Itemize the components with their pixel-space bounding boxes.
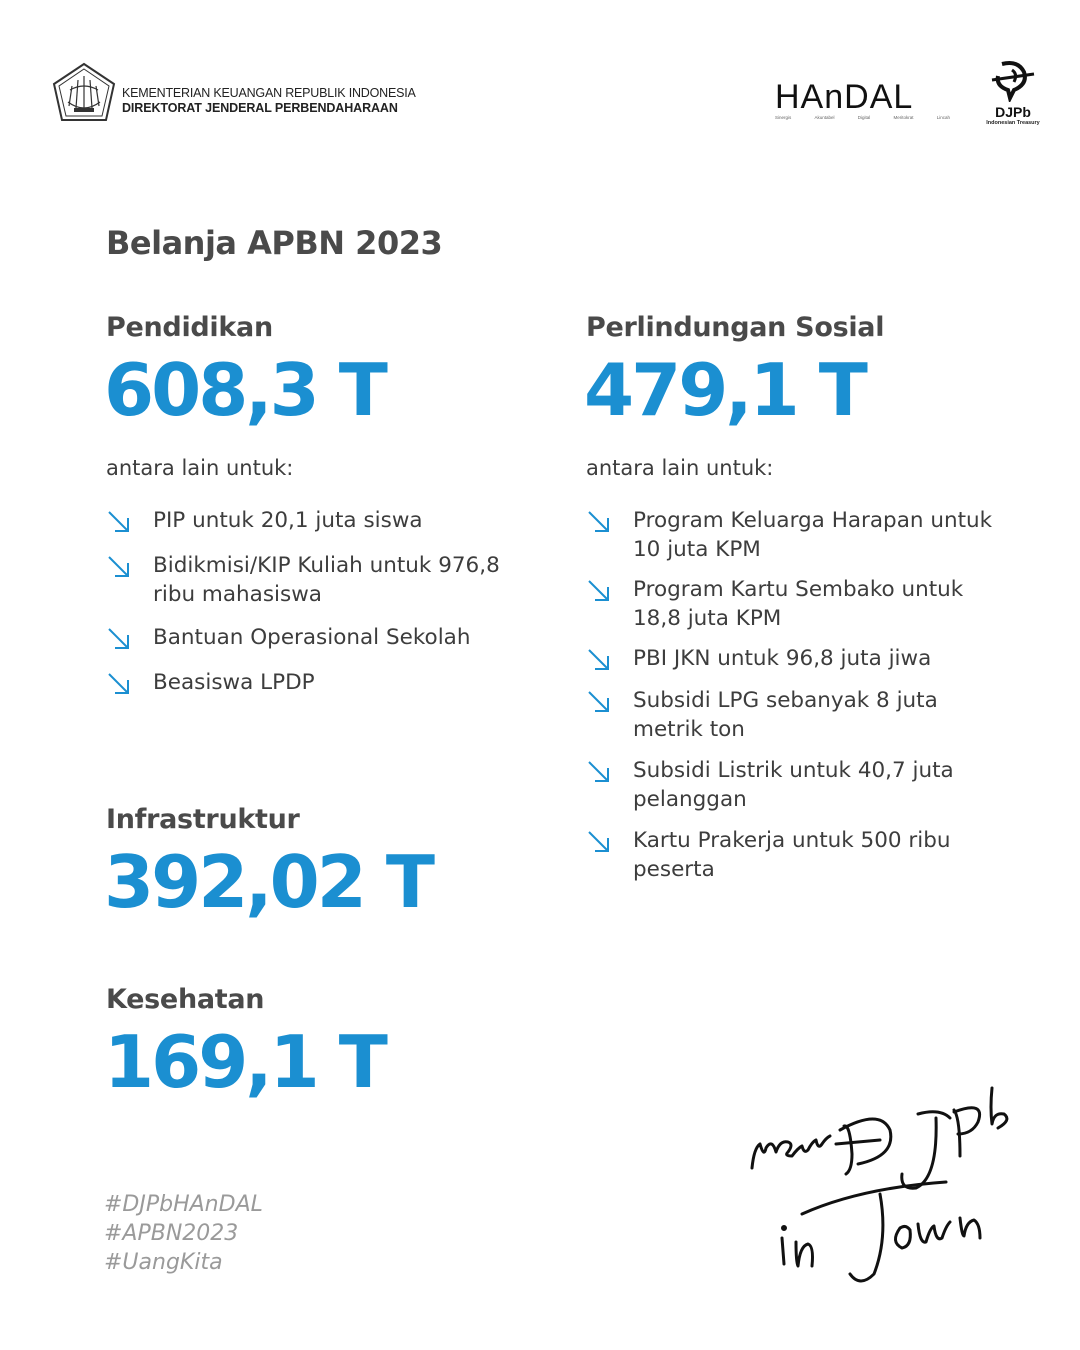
arrow-down-right-icon xyxy=(106,626,132,652)
pendidikan-title: Pendidikan xyxy=(106,312,273,343)
djpb-logo-text: DJPb xyxy=(995,104,1031,120)
list-item xyxy=(586,826,1006,884)
list-item xyxy=(106,623,526,652)
handal-tagline-word: Meritokrat xyxy=(893,115,914,120)
handal-tagline-word: Akuntabel xyxy=(814,115,835,120)
page-title: Belanja APBN 2023 xyxy=(106,224,443,262)
perlindungan-sosial-list xyxy=(586,506,1006,884)
list-item-text: Kartu Prakerja untuk 500 ribu peserta xyxy=(633,828,951,882)
list-item-text: Bidikmisi/KIP Kuliah untuk 976,8 ribu mahasiswa xyxy=(153,553,500,607)
pendidikan-subtitle: antara lain untuk: xyxy=(106,456,294,480)
handal-logo-text: HAnDAL xyxy=(775,78,914,116)
hashtag-list xyxy=(104,1190,263,1277)
djpb-emblem-icon xyxy=(988,58,1038,102)
djpb-logo xyxy=(978,58,1048,130)
list-item xyxy=(106,668,526,697)
pendidikan-amount: 608,3 T xyxy=(104,348,385,432)
list-item xyxy=(586,644,1006,673)
list-item xyxy=(106,506,526,535)
list-item xyxy=(586,686,1006,744)
arrow-down-right-icon xyxy=(586,759,612,785)
handal-tagline-word: Lincah xyxy=(936,115,950,120)
list-item-text: Subsidi LPG sebanyak 8 juta metrik ton xyxy=(633,688,938,742)
arrow-down-right-icon xyxy=(586,509,612,535)
ministry-name xyxy=(122,86,416,116)
ministry-line-1: KEMENTERIAN KEUANGAN REPUBLIK INDONESIA xyxy=(122,86,416,100)
hashtag: #DJPbHAnDAL xyxy=(104,1192,263,1217)
kesehatan-title: Kesehatan xyxy=(106,984,265,1015)
list-item-text: Beasiswa LPDP xyxy=(153,670,315,695)
arrow-down-right-icon xyxy=(586,578,612,604)
pendidikan-list xyxy=(106,506,526,697)
list-item-text: Subsidi Listrik untuk 40,7 juta pelanggan xyxy=(633,758,954,812)
hashtag: #UangKita xyxy=(104,1250,223,1275)
djpb-tagline: Indonesian Treasury xyxy=(986,120,1040,126)
arrow-down-right-icon xyxy=(586,647,612,673)
list-item-text: Program Kartu Sembako untuk 18,8 juta KPM xyxy=(633,577,964,631)
infrastruktur-title: Infrastruktur xyxy=(106,804,300,835)
ministry-line-2: DIREKTORAT JENDERAL PERBENDAHARAAN xyxy=(122,101,398,115)
list-item-text: PIP untuk 20,1 juta siswa xyxy=(153,508,423,533)
kemenkeu-emblem-logo xyxy=(52,62,116,122)
arrow-down-right-icon xyxy=(586,829,612,855)
list-item-text: Program Keluarga Harapan untuk 10 juta KPM xyxy=(633,508,993,562)
hashtag: #APBN2023 xyxy=(104,1221,239,1246)
list-item xyxy=(106,551,526,609)
handal-tagline-word: Sinergis xyxy=(775,115,792,120)
perlindungan-sosial-subtitle: antara lain untuk: xyxy=(586,456,774,480)
handal-tagline-word: Digital xyxy=(857,115,871,120)
arrow-down-right-icon xyxy=(106,671,132,697)
kesehatan-amount: 169,1 T xyxy=(104,1020,385,1104)
list-item-text: Bantuan Operasional Sekolah xyxy=(153,625,471,650)
arrow-down-right-icon xyxy=(106,509,132,535)
arrow-down-right-icon xyxy=(586,689,612,715)
handal-logo xyxy=(775,80,950,122)
perlindungan-sosial-title: Perlindungan Sosial xyxy=(586,312,885,343)
perlindungan-sosial-amount: 479,1 T xyxy=(584,348,865,432)
arrow-down-right-icon xyxy=(106,554,132,580)
list-item xyxy=(586,575,1006,633)
list-item xyxy=(586,756,1006,814)
new-djpb-in-town-signature xyxy=(740,1078,1030,1288)
infrastruktur-amount: 392,02 T xyxy=(104,840,433,924)
list-item-text: PBI JKN untuk 96,8 juta jiwa xyxy=(633,646,932,671)
list-item xyxy=(586,506,1006,564)
